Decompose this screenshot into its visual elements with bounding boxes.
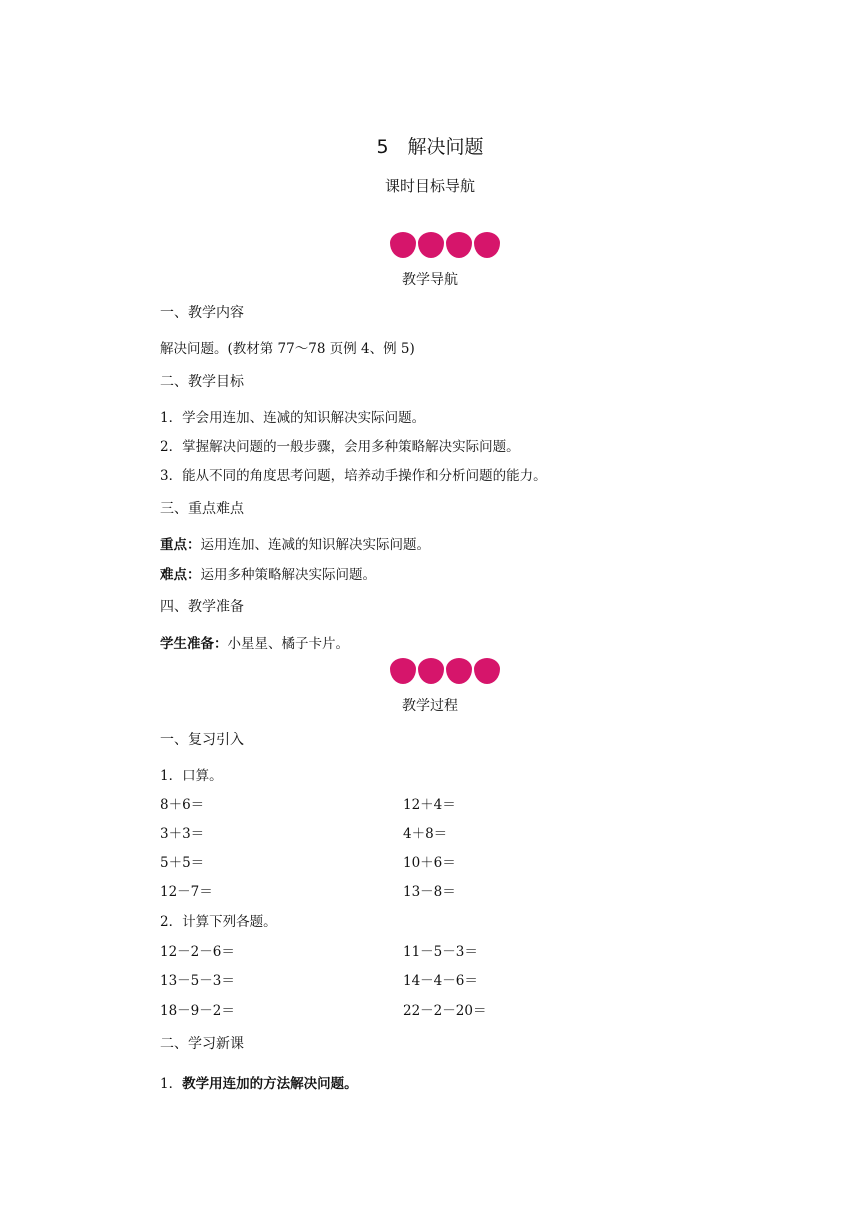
key-label: 重点： bbox=[160, 537, 201, 553]
prep-header: 四、教学准备 bbox=[160, 599, 244, 615]
oral-item: 12－7＝ bbox=[160, 884, 213, 900]
dot-icon bbox=[418, 232, 444, 258]
dot-icon bbox=[418, 658, 444, 684]
content-header: 一、教学内容 bbox=[160, 305, 244, 321]
oral-item: 13－8＝ bbox=[403, 884, 456, 900]
key-text: 运用连加、连减的知识解决实际问题。 bbox=[200, 537, 430, 553]
section-dots-nav bbox=[390, 232, 502, 260]
goal-item: 1．学会用连加、连减的知识解决实际问题。 bbox=[160, 410, 426, 426]
oral-item: 3＋3＝ bbox=[160, 826, 205, 842]
oral-item: 4＋8＝ bbox=[403, 826, 448, 842]
calc-item: 12－2－6＝ bbox=[160, 944, 235, 960]
goals-header: 二、教学目标 bbox=[160, 374, 244, 390]
dot-icon bbox=[474, 232, 500, 258]
goal-item: 2．掌握解决问题的一般步骤，会用多种策略解决实际问题。 bbox=[160, 439, 520, 455]
content-text: 解决问题。(教材第 77～78 页例 4、例 5) bbox=[160, 341, 415, 357]
calc-item: 13－5－3＝ bbox=[160, 973, 235, 989]
q1-label: 1．口算。 bbox=[160, 768, 223, 784]
dot-icon bbox=[390, 658, 416, 684]
difficult-point-line bbox=[160, 563, 376, 583]
section-dots-process bbox=[390, 658, 502, 686]
dot-icon bbox=[474, 658, 500, 684]
oral-item: 12＋4＝ bbox=[403, 797, 456, 813]
section-title-nav: 教学导航 bbox=[402, 272, 458, 288]
section-title-process: 教学过程 bbox=[402, 698, 458, 714]
calc-item: 11－5－3＝ bbox=[403, 944, 478, 960]
dot-icon bbox=[390, 232, 416, 258]
oral-item: 8＋6＝ bbox=[160, 797, 205, 813]
q2-label: 2．计算下列各题。 bbox=[160, 914, 277, 930]
review-header: 一、复习引入 bbox=[160, 732, 244, 748]
difficult-text: 运用多种策略解决实际问题。 bbox=[200, 567, 376, 583]
new-lesson-header: 二、学习新课 bbox=[160, 1036, 244, 1052]
oral-item: 10＋6＝ bbox=[403, 855, 456, 871]
calc-item: 22－2－20＝ bbox=[403, 1003, 487, 1019]
lesson-subtitle: 课时目标导航 bbox=[384, 177, 475, 195]
key-point-line bbox=[160, 533, 430, 553]
prep-line bbox=[160, 632, 349, 652]
dot-icon bbox=[446, 658, 472, 684]
prep-text: 小星星、橘子卡片。 bbox=[227, 636, 349, 652]
key-points-header: 三、重点难点 bbox=[160, 501, 244, 517]
lesson-title: 5 解决问题 bbox=[376, 136, 484, 158]
calc-item: 14－4－6＝ bbox=[403, 973, 478, 989]
dot-icon bbox=[446, 232, 472, 258]
goal-item: 3．能从不同的角度思考问题，培养动手操作和分析问题的能力。 bbox=[160, 468, 547, 484]
new-item-number: 1． bbox=[160, 1076, 183, 1092]
oral-item: 5＋5＝ bbox=[160, 855, 205, 871]
calc-item: 18－9－2＝ bbox=[160, 1003, 235, 1019]
new-item-text: 教学用连加的方法解决问题。 bbox=[182, 1076, 358, 1092]
prep-label: 学生准备： bbox=[160, 636, 228, 652]
new-lesson-item bbox=[160, 1072, 358, 1092]
difficult-label: 难点： bbox=[160, 567, 201, 583]
